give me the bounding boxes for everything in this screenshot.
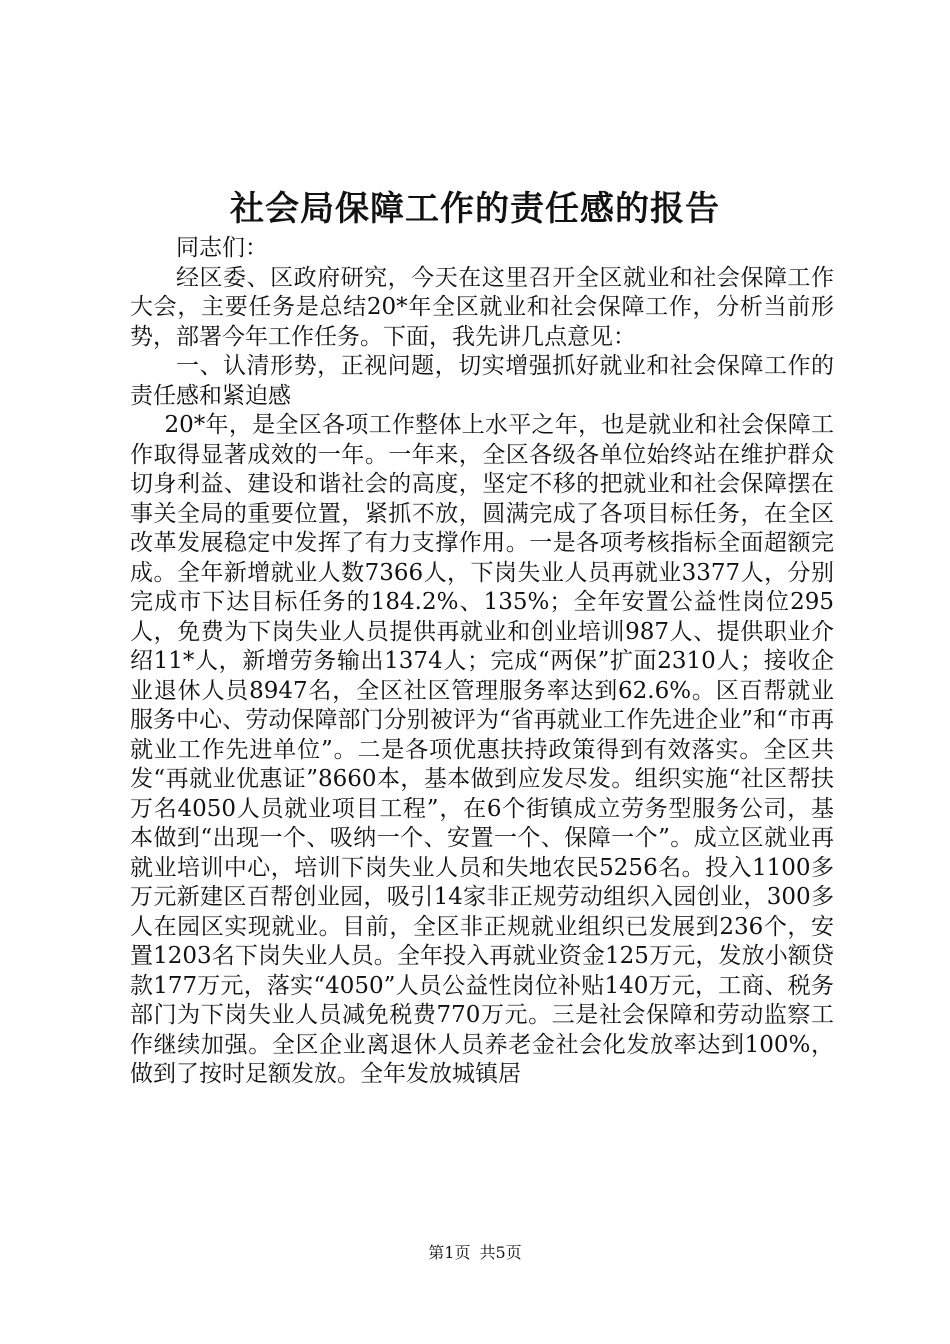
page-footer — [0, 1242, 950, 1264]
page-total: 共5页 — [479, 1243, 522, 1262]
page-number: 第1页 — [428, 1243, 471, 1262]
paragraph-review: 20*年，是全区各项工作整体上水平之年，也是就业和社会保障工作取得显著成效的一年。一年来，全区各级各单位始终站在维护群众切身利益、建设和谐社会的高度，坚定不移的把就业和社会保障摆在事关全局的重要位置，紧抓不放，圆满完成了各项目标任务，在全区改革发展稳定中发挥了有力支撑作用。一是各项考核指标全面超额完成。全年新增就业人数7366人，下岗失业人员再就业3377人，分别完成市下达目标任务的184.2%、135%；全年安置公益性岗位295人，免费为下岗失业人员提供再就业和创业培训987人、提供职业介绍11*人，新增劳务输出1374人；完成“两保”扩面2310人；接收企业退休人员8947名，全区社区管理服务率达到62.6%。区百帮就业服务中心、劳动保障部门分别被评为“省再就业工作先进企业”和“市再就业工作先进单位”。二是各项优惠扶持政策得到有效落实。全区共发“再就业优惠证”8660本，基本做到应发尽发。组织实施“社区帮扶万名4050人员就业项目工程”，在6个街镇成立劳务型服务公司，基本做到“出现一个、吸纳一个、安置一个、保障一个”。成立区就业再就业培训中心，培训下岗失业人员和失地农民5256名。投入1100多万元新建区百帮创业园，吸引14家非正规劳动组织入园创业，300多人在园区实现就业。目前，全区非正规就业组织已发展到236个，安置1203名下岗失业人员。全年投入再就业资金125万元，发放小额贷款177万元，落实“4050”人员公益性岗位补贴140万元，工商、税务部门为下岗失业人员减免税费770万元。三是社会保障和劳动监察工作继续加强。全区企业离退休人员养老金社会化发放率达到100%，做到了按时足额发放。全年发放城镇居 — [130, 412, 834, 1087]
section-heading-1: 一、认清形势，正视问题，切实增强抓好就业和社会保障工作的责任感和紧迫感 — [130, 353, 834, 409]
document-title: 社会局保障工作的责任感的报告 — [230, 189, 720, 229]
document-body — [130, 234, 834, 1090]
paragraph-intro: 经区委、区政府研究，今天在这里召开全区就业和社会保障工作大会，主要任务是总结20*年全区就业和社会保障工作，分析当前形势，部署今年工作任务。下面，我先讲几点意见： — [130, 264, 834, 350]
salutation: 同志们： — [176, 235, 268, 261]
